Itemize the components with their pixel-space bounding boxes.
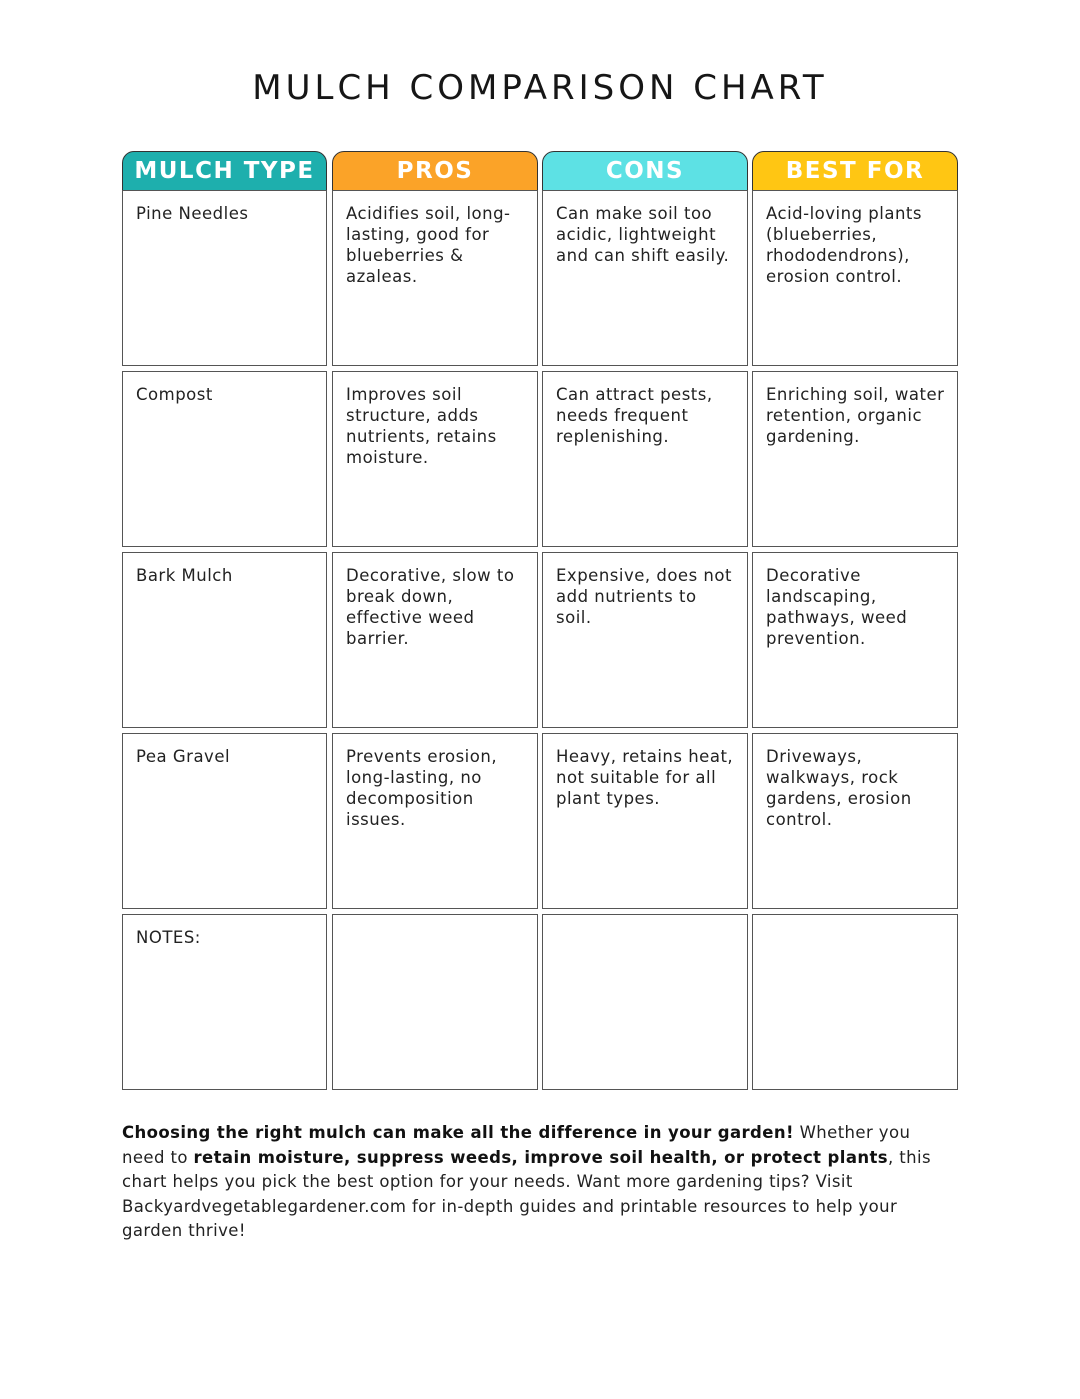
cell-mulch-type: Compost	[122, 371, 327, 547]
cell-mulch-type: Pea Gravel	[122, 733, 327, 909]
cell-best-for: Driveways, walkways, rock gardens, erosion control.	[752, 733, 958, 909]
footer-text-1: Whether you need to	[122, 1123, 911, 1167]
footer-bold-intro: Choosing the right mulch can make all the difference in your garden!	[122, 1123, 794, 1142]
cell-best-for: Enriching soil, water retention, organic gardening.	[752, 371, 958, 547]
cell-pros: Improves soil structure, adds nutrients, retains moisture.	[332, 371, 538, 547]
footer-text-2: , this chart helps you pick the best option for your needs. Want more gardening tips? Visit Backyardvegetablegardener.com for in-depth guides and printable resources to help your garden thrive!	[122, 1147, 932, 1240]
header-best-for: BEST FOR	[752, 151, 958, 191]
cell-best-for: Decorative landscaping, pathways, weed prevention.	[752, 552, 958, 728]
cell-mulch-type: Bark Mulch	[122, 552, 327, 728]
cell-pros: Prevents erosion, long-lasting, no decomposition issues.	[332, 733, 538, 909]
cell-cons: Heavy, retains heat, not suitable for all plant types.	[542, 733, 748, 909]
page-title: MULCH COMPARISON CHART	[252, 68, 828, 108]
header-cons: CONS	[542, 151, 748, 191]
notes-cell-cons	[542, 914, 748, 1090]
notes-cell-pros	[332, 914, 538, 1090]
cell-pros: Acidifies soil, long-lasting, good for blueberries & azaleas.	[332, 190, 538, 366]
header-pros: PROS	[332, 151, 538, 191]
header-mulch-type: MULCH TYPE	[122, 151, 327, 191]
footer-bold-mid: retain moisture, suppress weeds, improve soil health, or protect plants	[193, 1147, 889, 1167]
notes-cell-best-for	[752, 914, 958, 1090]
notes-label-cell: NOTES:	[122, 914, 327, 1090]
cell-best-for: Acid-loving plants (blueberries, rhododendrons), erosion control.	[752, 190, 958, 366]
cell-pros: Decorative, slow to break down, effective weed barrier.	[332, 552, 538, 728]
cell-cons: Expensive, does not add nutrients to soil.	[542, 552, 748, 728]
comparison-table	[122, 151, 958, 1091]
cell-mulch-type: Pine Needles	[122, 190, 327, 366]
footer-paragraph	[122, 1121, 942, 1244]
cell-cons: Can attract pests, needs frequent replenishing.	[542, 371, 748, 547]
cell-cons: Can make soil too acidic, lightweight and can shift easily.	[542, 190, 748, 366]
